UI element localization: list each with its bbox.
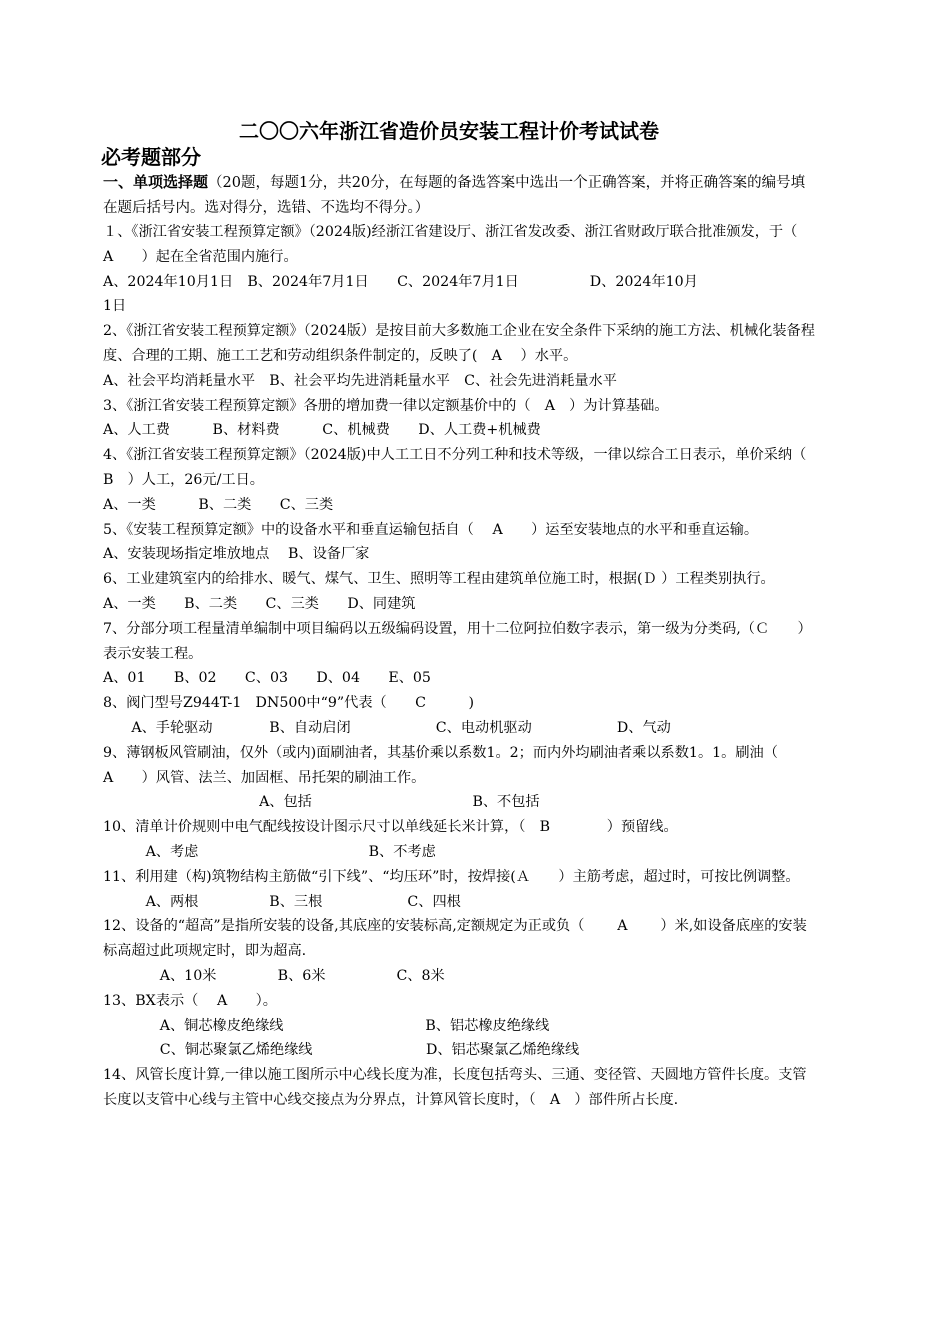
question-stem: 2、《浙江省安装工程预算定额》（2024版）是按目前大多数施工企业在安全条件下采纳的施工方法、机械化装备程度、合理的工期、施工工艺和劳动组织条件制定的，反映了( A ）水平。 bbox=[103, 323, 815, 364]
question-5 bbox=[103, 518, 815, 568]
question-options: A、01 B、02 C、03 D、04 E、05 bbox=[103, 670, 431, 687]
question-options: A、一类 B、二类 C、三类 bbox=[103, 496, 334, 513]
question-13 bbox=[103, 989, 815, 1063]
question-stem: 4、《浙江省安装工程预算定额》（2024版)中人工工日不分列工种和技术等级，一律以综合工日表示，单价采纳（ B ）人工，26元/工日。 bbox=[103, 447, 821, 488]
question-8 bbox=[103, 691, 815, 741]
part-rules: （20题，每题1分，共20分，在每题的备选答案中选出一个正确答案，并将正确答案的编号填在题后括号内。选对得分，选错、不选均不得分。） bbox=[103, 175, 806, 216]
section-heading: 必考题部分 bbox=[101, 145, 201, 169]
question-10 bbox=[103, 815, 815, 865]
question-stem: 9、薄钢板风管刷油，仅外（或内)面刷油者，其基价乘以系数1。2；而内外均刷油者乘以系数1。1。刷油（ A ）风管、法兰、加固框、吊托架的刷油工作。 bbox=[103, 744, 793, 786]
exam-page bbox=[101, 118, 826, 1113]
question-stem: 14、风管长度计算,一律以施工图所示中心线长度为准，长度包括弯头、三通、变径管、天圆地方管件长度。支管长度以支管中心线与主管中心线交接点为分界点，计算风管长度时，（ A ）部件所占长度. bbox=[103, 1067, 807, 1108]
question-stem: 8、阀门型号Z944T-1 DN500中“9”代表（ C ) bbox=[103, 695, 475, 712]
question-options: A、手轮驱动 B、自动启闭 C、电动机驱动 D、气动 bbox=[103, 719, 671, 736]
question-options: A、社会平均消耗量水平 B、社会平均先进消耗量水平 C、社会先进消耗量水平 bbox=[103, 372, 617, 389]
question-options: A、一类 B、二类 C、三类 D、同建筑 bbox=[103, 595, 416, 612]
question-1 bbox=[103, 220, 826, 319]
question-stem: １、《浙江省安装工程预算定额》（2024版)经浙江省建设厅、浙江省发改委、浙江省财政厅联合批准颁发，于（ A ）起在全省范围内施行。 bbox=[103, 224, 826, 265]
question-stem: 7、分部分项工程量清单编制中项目编码以五级编码设置，用十二位阿拉伯数字表示，第一级为分类码,（Ｃ ）表示安装工程。 bbox=[103, 620, 812, 662]
question-options: A、包括 B、不包括 bbox=[103, 794, 540, 811]
question-stem: 6、工业建筑室内的给排水、暖气、煤气、卫生、照明等工程由建筑单位施工时，根据(Ｄ ）工程类别执行。 bbox=[103, 571, 775, 588]
question-options: A、两根 B、三根 C、四根 bbox=[103, 893, 461, 910]
question-options: A、安装现场指定堆放地点 B、设备厂家 bbox=[103, 546, 370, 563]
question-options: A、考虑 B、不考虑 bbox=[103, 843, 436, 860]
part-instructions bbox=[103, 170, 815, 220]
question-14 bbox=[103, 1063, 815, 1113]
question-options: A、2024年10月1日 B、2024年7月1日 C、2024年7月1日 D、2024年10月 1日 bbox=[103, 273, 698, 315]
question-options: A、10米 B、6米 C、8米 bbox=[103, 967, 445, 984]
question-stem: 3、《浙江省安装工程预算定额》各册的增加费一律以定额基价中的（ A ）为计算基础。 bbox=[103, 397, 669, 414]
question-11 bbox=[103, 865, 815, 915]
question-stem: 13、BX表示（ A ）。 bbox=[103, 992, 277, 1009]
question-9 bbox=[103, 741, 815, 815]
question-12 bbox=[103, 914, 815, 988]
question-stem: 10、清单计价规则中电气配线按设计图示尺寸以单线延长米计算，（ B ）预留线。 bbox=[103, 819, 678, 836]
part-heading: 一、单项选择题 bbox=[103, 173, 209, 191]
question-stem: 5、《安装工程预算定额》中的设备水平和垂直运输包括自（ A ）运至安装地点的水平和垂直运输。 bbox=[103, 521, 759, 538]
question-7 bbox=[103, 617, 815, 691]
question-4 bbox=[103, 443, 821, 517]
question-2 bbox=[103, 319, 815, 393]
question-6 bbox=[103, 567, 815, 617]
question-options: A、人工费 B、材料费 C、机械费 D、人工费+机械费 bbox=[103, 422, 541, 439]
question-stem: 12、设备的“超高”是指所安装的设备,其底座的安装标高,定额规定为正或负（ A ）米,如设备底座的安装标高超过此项规定时，即为超高. bbox=[103, 918, 807, 960]
question-3 bbox=[103, 394, 815, 444]
exam-title: 二〇〇六年浙江省造价员安装工程计价考试试卷 bbox=[239, 119, 659, 143]
question-options: A、铜芯橡皮绝缘线 B、铝芯橡皮绝缘线 C、铜芯聚氯乙烯绝缘线 D、铝芯聚氯乙烯绝缘线 bbox=[159, 1017, 580, 1059]
question-stem: 11、利用建（构)筑物结构主筋做“引下线”、“均压环”时，按焊接(Ａ ）主筋考虑，超过时，可按比例调整。 bbox=[103, 868, 800, 885]
